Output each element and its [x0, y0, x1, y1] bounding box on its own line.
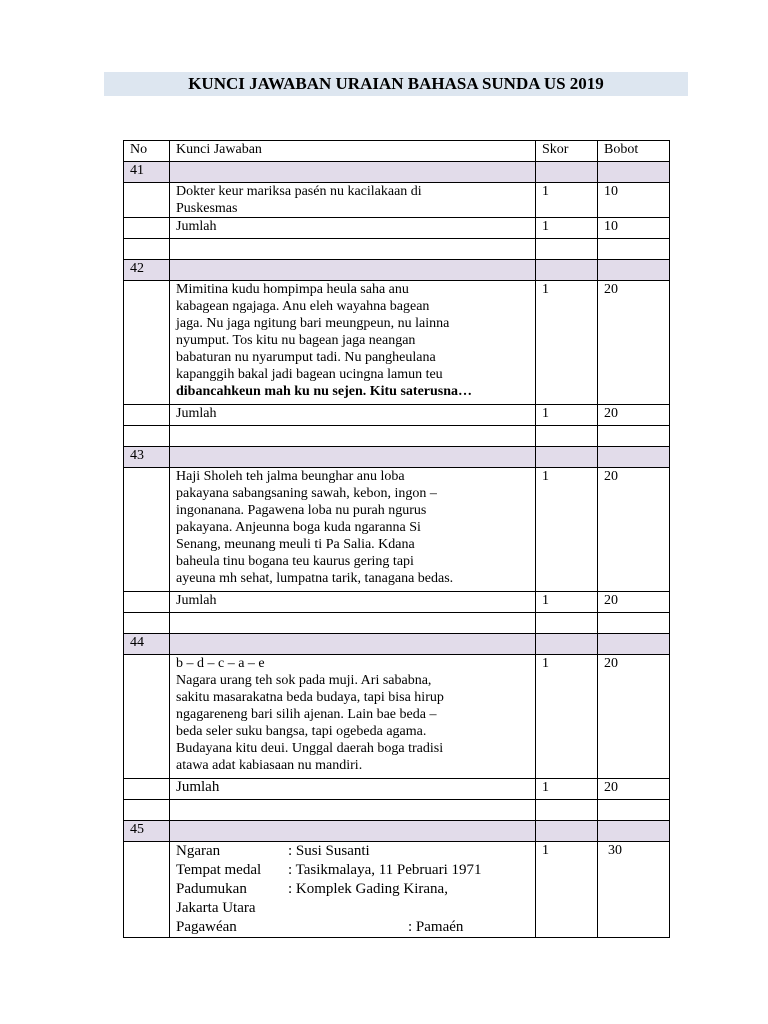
bobot-value: 20 — [598, 281, 670, 405]
answer-42-text: Mimitina kudu hompimpa heula saha anu kabagean ngajaga. Anu eleh wayahna bagean jaga. Nu jaga ngitung bari meungpeun, nu lainna nyumput. Tos kitu nu bagean jaga neangan babaturan nu nyarumput tadi. Nu pangheulana kapanggih bakal jadi bagean ucingna lamun teu dibancahkeun mah ku nu sejen. Kitu saterusna… — [170, 281, 536, 405]
field-label: Pagawéan — [176, 919, 237, 935]
jumlah-skor: 1 — [536, 405, 598, 426]
jumlah-skor: 1 — [536, 218, 598, 239]
bobot-value: 20 — [598, 468, 670, 592]
field-label: Padumukan — [176, 881, 247, 897]
field-value: : Pamaén — [408, 919, 464, 935]
jumlah-41-row — [124, 218, 670, 239]
jumlah-42-row — [124, 405, 670, 426]
jumlah-43-row — [124, 592, 670, 613]
skor-value: 1 — [536, 468, 598, 592]
question-number: 43 — [124, 447, 170, 468]
jumlah-bobot: 10 — [598, 218, 670, 239]
header-skor: Skor — [536, 141, 598, 162]
answer-44-text: b – d – c – a – e Nagara urang teh sok pada muji. Ari sababna, sakitu masarakatna beda budaya, tapi bisa hirup ngagareneng bari silih ajenan. Lain bae beda – beda seler suku bangsa, tapi ogebeda agama. Budayana kitu deui. Unggal daerah boga tradisi atawa adat kabiasaan nu mandiri. — [170, 655, 536, 779]
bobot-value: 20 — [598, 655, 670, 779]
answer-43-text: Haji Sholeh teh jalma beunghar anu loba pakayana sabangsaning sawah, kebon, ingon – ingonanana. Pagawena loba nu purah ngurus pakayana. Anjeunna boga kuda ngaranna Si Senang, meunang meuli ti Pa Salia. Kdana baheula tinu bogana teu kaurus gering tapi ayeuna mh sehat, lumpatna tarik, tanagana bedas. — [170, 468, 536, 592]
skor-value: 1 — [536, 655, 598, 779]
question-number: 42 — [124, 260, 170, 281]
header-no: No — [124, 141, 170, 162]
field-value-continued: Jakarta Utara — [176, 900, 256, 916]
jumlah-skor: 1 — [536, 779, 598, 800]
jumlah-bobot: 20 — [598, 592, 670, 613]
document-title: KUNCI JAWABAN URAIAN BAHASA SUNDA US 2019 — [104, 72, 688, 96]
answer-43-row — [124, 468, 670, 592]
field-value: : Tasikmalaya, 11 Pebruari 1971 — [288, 862, 482, 878]
field-value: : Komplek Gading Kirana, — [288, 881, 448, 897]
question-number: 45 — [124, 821, 170, 842]
spacer-row — [124, 613, 670, 634]
answer-45-text — [170, 842, 536, 938]
field-label: Ngaran — [176, 843, 221, 859]
question-number: 41 — [124, 162, 170, 183]
question-41-row — [124, 162, 670, 183]
answer-key-table — [123, 140, 670, 938]
skor-value: 1 — [536, 842, 598, 938]
skor-value: 1 — [536, 183, 598, 218]
table-header-row — [124, 141, 670, 162]
question-43-row — [124, 447, 670, 468]
header-kunci-jawaban: Kunci Jawaban — [170, 141, 536, 162]
jumlah-label: Jumlah — [170, 218, 536, 239]
question-number: 44 — [124, 634, 170, 655]
jumlah-44-row — [124, 779, 670, 800]
field-label: Tempat medal — [176, 862, 262, 878]
spacer-row — [124, 426, 670, 447]
spacer-row — [124, 239, 670, 260]
jumlah-skor: 1 — [536, 592, 598, 613]
answer-42-row — [124, 281, 670, 405]
header-bobot: Bobot — [598, 141, 670, 162]
answer-44-row — [124, 655, 670, 779]
question-42-row — [124, 260, 670, 281]
jumlah-bobot: 20 — [598, 405, 670, 426]
skor-value: 1 — [536, 281, 598, 405]
field-value: : Susi Susanti — [288, 843, 370, 859]
question-45-row — [124, 821, 670, 842]
jumlah-label: Jumlah — [170, 779, 536, 800]
bobot-value: 10 — [598, 183, 670, 218]
question-44-row — [124, 634, 670, 655]
answer-41-text: Dokter keur mariksa pasén nu kacilakaan di Puskesmas — [170, 183, 536, 218]
spacer-row — [124, 800, 670, 821]
jumlah-bobot: 20 — [598, 779, 670, 800]
answer-45-row — [124, 842, 670, 938]
jumlah-label: Jumlah — [170, 405, 536, 426]
jumlah-label: Jumlah — [170, 592, 536, 613]
bobot-value: 30 — [598, 842, 670, 938]
answer-41-row — [124, 183, 670, 218]
